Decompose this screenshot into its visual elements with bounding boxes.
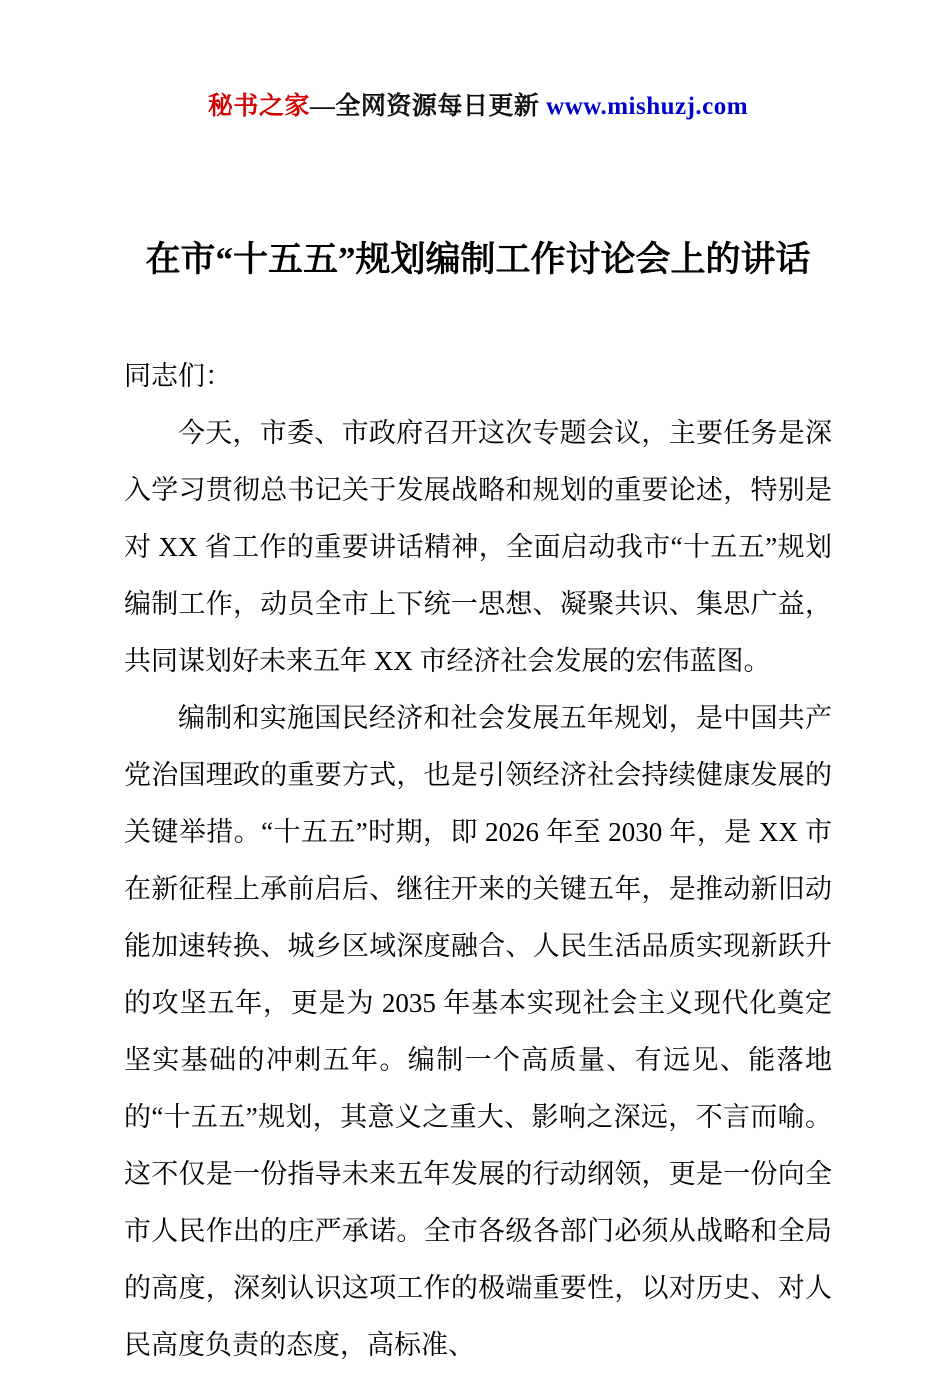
document-title: 在市“十五五”规划编制工作讨论会上的讲话 [145,240,811,279]
site-url-link[interactable]: www.mishuzj.com [546,93,749,120]
site-name: 秘书之家 [207,93,310,120]
site-header [124,86,832,122]
paragraph-1: 今天，市委、市政府召开这次专题会议，主要任务是深入学习贯彻总书记关于发展战略和规划的重要论述，特别是对 XX 省工作的重要讲话精神，全面启动我市“十五五”规划编制工作，动员全市上下统一思想、凝聚共识、集思广益，共同谋划好未来五年 XX 市经济社会发展的宏伟蓝图。 [124,417,832,676]
paragraph-2: 编制和实施国民经济和社会发展五年规划，是中国共产党治国理政的重要方式，也是引领经济社会持续健康发展的关键举措。“十五五”时期，即 2026 年至 2030 年，是 XX 市在新征程上承前启后、继往开来的关键五年，是推动新旧动能加速转换、城乡区域深度融合、人民生活品质实现新跃升的攻坚五年，更是为 2035 年基本实现社会主义现代化奠定坚实基础的冲刺五年。编制一个高质量、有远见、能落地的“十五五”规划，其意义之重大、影响之深远，不言而喻。这不仅是一份指导未来五年发展的行动纲领，更是一份向全市人民作出的庄严承诺。全市各级各部门必须从战略和全局的高度，深刻认识这项工作的极端重要性，以对历史、对人民高度负责的态度，高标准、 [124,702,832,1360]
site-tagline: —全网资源每日更新 [309,93,547,120]
document-body [124,348,832,1374]
salutation: 同志们： [124,360,232,391]
